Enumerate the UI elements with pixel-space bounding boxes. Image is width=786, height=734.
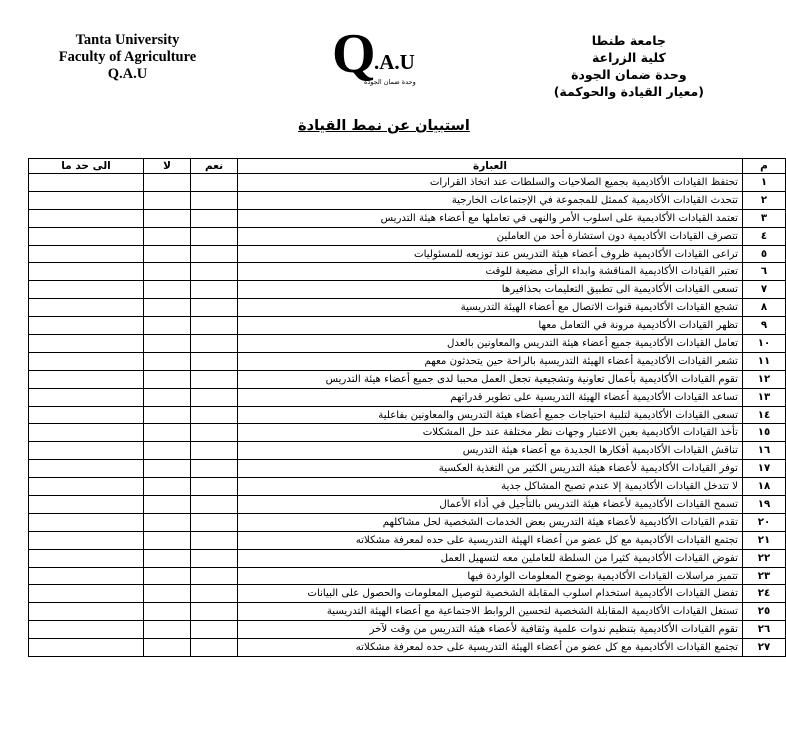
row-statement: تأخذ القيادات الأكاديمية بعين الاعتبار وجهات نظر مختلفة عند حل المشكلات xyxy=(238,424,743,442)
unit-abbrev: Q.A.U xyxy=(107,66,148,82)
answer-somewhat-cell[interactable] xyxy=(29,209,144,227)
answer-yes-cell[interactable] xyxy=(191,585,238,603)
row-statement: تقوم القيادات الأكاديمية بأعمال تعاونية وتشجيعية تجعل العمل محببا لدى جميع أعضاء هيئة التدريس xyxy=(238,370,743,388)
table-row xyxy=(29,227,786,245)
row-number: ٩ xyxy=(743,317,786,335)
answer-no-cell[interactable] xyxy=(144,263,191,281)
university-name: Tanta University xyxy=(75,32,180,48)
row-statement: تعامل القيادات الأكاديمية جميع أعضاء هيئة التدريس والمعاونين بالعدل xyxy=(238,335,743,353)
faculty-name: Faculty of Agriculture xyxy=(58,49,197,65)
answer-no-cell[interactable] xyxy=(144,174,191,192)
answer-somewhat-cell[interactable] xyxy=(29,352,144,370)
table-row xyxy=(29,281,786,299)
answer-no-cell[interactable] xyxy=(144,317,191,335)
faculty-name-ar: كلية الزراعة xyxy=(591,50,666,65)
university-name-ar: جامعة طنطا xyxy=(591,33,666,48)
column-header-somewhat: الى حد ما xyxy=(29,159,144,174)
row-number: ٢٣ xyxy=(743,567,786,585)
row-number: ١١ xyxy=(743,352,786,370)
answer-yes-cell[interactable] xyxy=(191,388,238,406)
answer-no-cell[interactable] xyxy=(144,585,191,603)
logo-text: .A.U xyxy=(374,50,415,74)
row-statement: تفضل القيادات الأكاديمية استخدام اسلوب المقابلة الشخصية لتوصيل المعلومات والحصول على البيانات xyxy=(238,585,743,603)
answer-somewhat-cell[interactable] xyxy=(29,531,144,549)
row-number: ١٢ xyxy=(743,370,786,388)
row-statement: تسعى القيادات الأكاديمية الى تطبيق التعليمات بحذافيرها xyxy=(238,281,743,299)
row-number: ١٩ xyxy=(743,496,786,514)
answer-somewhat-cell[interactable] xyxy=(29,460,144,478)
row-statement: تتحدث القيادات الأكاديمية كممثل للمجموعة في الإجتماعات الخارجية xyxy=(238,191,743,209)
answer-somewhat-cell[interactable] xyxy=(29,370,144,388)
table-row xyxy=(29,406,786,424)
column-header-yes: نعم xyxy=(191,159,238,174)
answer-yes-cell[interactable] xyxy=(191,335,238,353)
row-number: ٥ xyxy=(743,245,786,263)
answer-somewhat-cell[interactable] xyxy=(29,388,144,406)
answer-somewhat-cell[interactable] xyxy=(29,621,144,639)
answer-somewhat-cell[interactable] xyxy=(29,406,144,424)
answer-somewhat-cell[interactable] xyxy=(29,424,144,442)
row-number: ٧ xyxy=(743,281,786,299)
answer-yes-cell[interactable] xyxy=(191,317,238,335)
answer-somewhat-cell[interactable] xyxy=(29,299,144,317)
answer-no-cell[interactable] xyxy=(144,496,191,514)
answer-no-cell[interactable] xyxy=(144,639,191,657)
answer-no-cell[interactable] xyxy=(144,406,191,424)
table-row xyxy=(29,388,786,406)
row-number: ١٦ xyxy=(743,442,786,460)
answer-yes-cell[interactable] xyxy=(191,263,238,281)
row-statement: لا تتدخل القيادات الأكاديمية إلا عندم تصبح المشاكل جدية xyxy=(238,478,743,496)
row-number: ٨ xyxy=(743,299,786,317)
answer-yes-cell[interactable] xyxy=(191,352,238,370)
answer-somewhat-cell[interactable] xyxy=(29,603,144,621)
table-body xyxy=(29,174,786,657)
answer-no-cell[interactable] xyxy=(144,245,191,263)
row-number: ٢٢ xyxy=(743,549,786,567)
answer-yes-cell[interactable] xyxy=(191,442,238,460)
answer-no-cell[interactable] xyxy=(144,531,191,549)
row-number: ٤ xyxy=(743,227,786,245)
logo-subtitle: وحدة ضمان الجودة xyxy=(364,78,416,86)
answer-no-cell[interactable] xyxy=(144,460,191,478)
document-title: استبيان عن نمط القيادة xyxy=(298,118,470,134)
answer-no-cell[interactable] xyxy=(144,549,191,567)
answer-yes-cell[interactable] xyxy=(191,227,238,245)
table-row xyxy=(29,621,786,639)
row-number: ١٤ xyxy=(743,406,786,424)
row-statement: تقدم القيادات الأكاديمية لأعضاء هيئة التدريس بعض الخدمات الشخصية لحل مشاكلهم xyxy=(238,513,743,531)
answer-yes-cell[interactable] xyxy=(191,281,238,299)
answer-somewhat-cell[interactable] xyxy=(29,549,144,567)
row-number: ١٨ xyxy=(743,478,786,496)
answer-no-cell[interactable] xyxy=(144,299,191,317)
answer-no-cell[interactable] xyxy=(144,424,191,442)
row-statement: تستغل القيادات الأكاديمية المقابلة الشخصية لتحسين الروابط الاجتماعية مع أعضاء الهيئة التدريسية xyxy=(238,603,743,621)
answer-yes-cell[interactable] xyxy=(191,460,238,478)
answer-yes-cell[interactable] xyxy=(191,639,238,657)
row-statement: توفر القيادات الأكاديمية لأعضاء هيئة التدريس الكثير من التغذية العكسية xyxy=(238,460,743,478)
answer-somewhat-cell[interactable] xyxy=(29,263,144,281)
answer-somewhat-cell[interactable] xyxy=(29,227,144,245)
unit-name-ar: وحدة ضمان الجودة xyxy=(571,67,687,82)
answer-somewhat-cell[interactable] xyxy=(29,245,144,263)
answer-no-cell[interactable] xyxy=(144,227,191,245)
answer-yes-cell[interactable] xyxy=(191,299,238,317)
row-statement: تتميز مراسلات القيادات الأكاديمية بوضوح المعلومات الواردة فيها xyxy=(238,567,743,585)
answer-no-cell[interactable] xyxy=(144,442,191,460)
table-row xyxy=(29,513,786,531)
table-row xyxy=(29,549,786,567)
table-row xyxy=(29,531,786,549)
answer-somewhat-cell[interactable] xyxy=(29,585,144,603)
answer-no-cell[interactable] xyxy=(144,388,191,406)
answer-yes-cell[interactable] xyxy=(191,174,238,192)
table-row xyxy=(29,245,786,263)
answer-no-cell[interactable] xyxy=(144,335,191,353)
row-statement: تسعى القيادات الأكاديمية لتلبية احتياجات جميع أعضاء هيئة التدريس والمعاونين بفاعلية xyxy=(238,406,743,424)
row-statement: تفوض القيادات الأكاديمية كثيرا من السلطة للعاملين معه لتسهيل العمل xyxy=(238,549,743,567)
answer-no-cell[interactable] xyxy=(144,281,191,299)
row-statement: تعتبر القيادات الأكاديمية المناقشة وابداء الرأى مضيعة للوقت xyxy=(238,263,743,281)
answer-no-cell[interactable] xyxy=(144,370,191,388)
table-row xyxy=(29,460,786,478)
table-row xyxy=(29,442,786,460)
row-statement: تناقش القيادات الأكاديمية أفكارها الجديدة مع أعضاء هيئة التدريس xyxy=(238,442,743,460)
university-header-ar xyxy=(554,32,704,100)
answer-yes-cell[interactable] xyxy=(191,370,238,388)
answer-somewhat-cell[interactable] xyxy=(29,496,144,514)
answer-somewhat-cell[interactable] xyxy=(29,567,144,585)
answer-somewhat-cell[interactable] xyxy=(29,317,144,335)
row-number: ٢ xyxy=(743,191,786,209)
standard-name-ar: (معيار القيادة والحوكمة) xyxy=(553,84,704,99)
answer-somewhat-cell[interactable] xyxy=(29,442,144,460)
answer-somewhat-cell[interactable] xyxy=(29,191,144,209)
row-number: ١٥ xyxy=(743,424,786,442)
table-row xyxy=(29,496,786,514)
row-number: ٢٤ xyxy=(743,585,786,603)
answer-yes-cell[interactable] xyxy=(191,621,238,639)
table-row xyxy=(29,174,786,192)
answer-yes-cell[interactable] xyxy=(191,531,238,549)
answer-no-cell[interactable] xyxy=(144,191,191,209)
answer-yes-cell[interactable] xyxy=(191,424,238,442)
answer-yes-cell[interactable] xyxy=(191,567,238,585)
row-statement: تظهر القيادات الأكاديمية مرونة في التعامل معها xyxy=(238,317,743,335)
row-number: ٢٦ xyxy=(743,621,786,639)
answer-yes-cell[interactable] xyxy=(191,478,238,496)
answer-no-cell[interactable] xyxy=(144,621,191,639)
row-number: ١ xyxy=(743,174,786,192)
answer-yes-cell[interactable] xyxy=(191,603,238,621)
answer-no-cell[interactable] xyxy=(144,513,191,531)
answer-yes-cell[interactable] xyxy=(191,191,238,209)
answer-somewhat-cell[interactable] xyxy=(29,478,144,496)
answer-no-cell[interactable] xyxy=(144,478,191,496)
row-statement: تحتفظ القيادات الأكاديمية بجميع الصلاحيات والسلطات عند اتخاذ القرارات xyxy=(238,174,743,192)
table-row xyxy=(29,317,786,335)
column-header-num: م xyxy=(743,159,786,174)
row-statement: تشعر القيادات الأكاديمية أعضاء الهيئة التدريسية بالراحة حين يتحدثون معهم xyxy=(238,352,743,370)
table-row xyxy=(29,478,786,496)
table-row xyxy=(29,603,786,621)
university-header-en xyxy=(40,32,215,83)
answer-yes-cell[interactable] xyxy=(191,549,238,567)
qau-logo xyxy=(330,23,430,92)
answer-somewhat-cell[interactable] xyxy=(29,174,144,192)
answer-yes-cell[interactable] xyxy=(191,406,238,424)
answer-yes-cell[interactable] xyxy=(191,209,238,227)
table-row xyxy=(29,335,786,353)
table-row xyxy=(29,191,786,209)
answer-somewhat-cell[interactable] xyxy=(29,513,144,531)
table-row xyxy=(29,424,786,442)
table-header-row xyxy=(29,159,786,174)
answer-somewhat-cell[interactable] xyxy=(29,639,144,657)
table-row xyxy=(29,352,786,370)
table-row xyxy=(29,585,786,603)
row-statement: تقوم القيادات الأكاديمية بتنظيم ندوات علمية وثقافية لأعضاء هيئة التدريس من وقت لآخر xyxy=(238,621,743,639)
row-statement: تتصرف القيادات الأكاديمية دون استشارة أحد من العاملين xyxy=(238,227,743,245)
row-number: ١٧ xyxy=(743,460,786,478)
answer-yes-cell[interactable] xyxy=(191,496,238,514)
table-row xyxy=(29,299,786,317)
answer-no-cell[interactable] xyxy=(144,209,191,227)
questionnaire-table xyxy=(28,158,786,657)
logo-letter: Q xyxy=(332,23,376,85)
row-number: ٣ xyxy=(743,209,786,227)
answer-yes-cell[interactable] xyxy=(191,245,238,263)
table-row xyxy=(29,209,786,227)
row-number: ٢٥ xyxy=(743,603,786,621)
row-number: ٦ xyxy=(743,263,786,281)
row-statement: تشجع القيادات الأكاديمية قنوات الاتصال مع أعضاء الهيئة التدريسية xyxy=(238,299,743,317)
row-number: ٢٧ xyxy=(743,639,786,657)
row-number: ٢١ xyxy=(743,531,786,549)
row-statement: تجتمع القيادات الأكاديمية مع كل عضو من أعضاء الهيئة التدريسية على حده لمعرفة مشكلاته xyxy=(238,639,743,657)
row-number: ٢٠ xyxy=(743,513,786,531)
row-statement: تساعد القيادات الأكاديمية أعضاء الهيئة التدريسية على تطوير قدراتهم xyxy=(238,388,743,406)
row-statement: تجتمع القيادات الأكاديمية مع كل عضو من أعضاء الهيئة التدريسية على حده لمعرفة مشكلاته xyxy=(238,531,743,549)
table-row xyxy=(29,370,786,388)
answer-somewhat-cell[interactable] xyxy=(29,281,144,299)
column-header-no: لا xyxy=(144,159,191,174)
table-row xyxy=(29,639,786,657)
answer-yes-cell[interactable] xyxy=(191,513,238,531)
row-statement: تعتمد القيادات الأكاديمية على اسلوب الأمر والنهى في تعاملها مع أعضاء هيئة التدريس xyxy=(238,209,743,227)
row-statement: تراعى القيادات الأكاديمية ظروف أعضاء هيئة التدريس عند توزيعه للمسئوليات xyxy=(238,245,743,263)
table-row xyxy=(29,263,786,281)
row-number: ١٠ xyxy=(743,335,786,353)
table-row xyxy=(29,567,786,585)
answer-no-cell[interactable] xyxy=(144,352,191,370)
answer-somewhat-cell[interactable] xyxy=(29,335,144,353)
column-header-statement: العبارة xyxy=(238,159,743,174)
row-statement: تسمح القيادات الأكاديمية لأعضاء هيئة التدريس بالتأجيل في أداء الأعمال xyxy=(238,496,743,514)
answer-no-cell[interactable] xyxy=(144,603,191,621)
answer-no-cell[interactable] xyxy=(144,567,191,585)
row-number: ١٣ xyxy=(743,388,786,406)
